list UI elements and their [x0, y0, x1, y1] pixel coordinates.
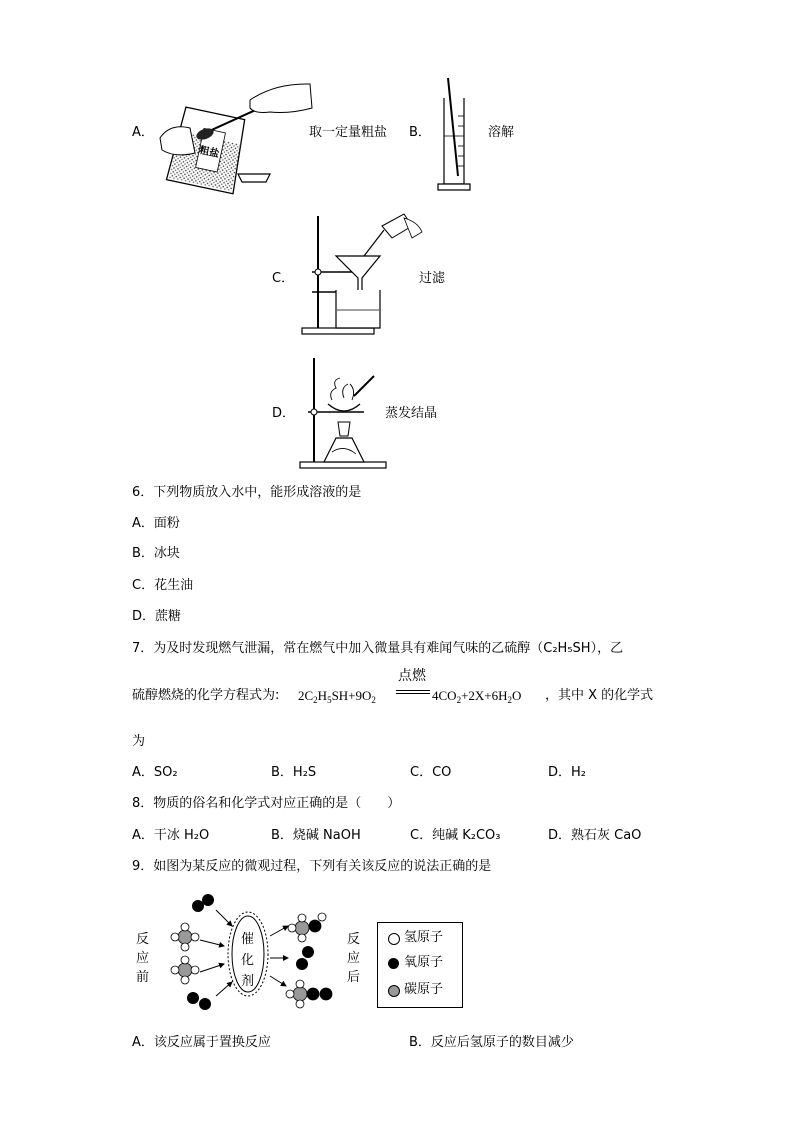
option-b-caption: 溶解	[488, 125, 515, 140]
q7-equation-left: $2C_2H_5SH+9O_2$	[298, 688, 376, 705]
atom-legend	[377, 922, 463, 1008]
graduated-cylinder-dissolving	[436, 76, 476, 194]
before-label-1: 反	[136, 932, 150, 947]
q9-option-b: B．反应后氢原子的数目减少	[409, 1035, 574, 1050]
q6-option-a: A．面粉	[132, 516, 180, 531]
after-label-3: 后	[347, 970, 361, 985]
q7-stem-line2-pre: 硫醇燃烧的化学方程式为:	[132, 688, 280, 703]
catalyst-label-2: 化	[241, 953, 255, 968]
q9-option-a: A．该反应属于置换反应	[132, 1035, 271, 1050]
after-label-1: 反	[347, 932, 361, 947]
scooping-salt-illustration	[150, 78, 315, 190]
hydrogen-atom-icon	[388, 933, 400, 945]
bag-label: 粗盐	[198, 145, 221, 160]
q7-option-d: D．H₂	[548, 765, 586, 780]
q8-option-a: A．干冰 H₂O	[132, 828, 210, 843]
q7-option-c: C．CO	[410, 765, 452, 780]
catalyst-label-3: 剂	[241, 974, 255, 989]
before-label-3: 前	[136, 970, 150, 985]
q8-stem: 8．物质的俗名和化学式对应正确的是（ ）	[132, 796, 401, 811]
q7-reaction-condition: 点燃	[398, 668, 426, 684]
q8-option-d: D．熟石灰 CaO	[548, 828, 642, 843]
q7-option-b: B．H₂S	[271, 765, 317, 780]
q6-option-b: B．冰块	[132, 546, 180, 561]
q7-option-a: A．SO₂	[132, 765, 178, 780]
option-d-letter: D．	[272, 406, 296, 421]
q6-option-d: D．蔗糖	[132, 609, 182, 624]
q7-equation-right: $4CO_2+2X+6H_2O$	[432, 688, 522, 705]
option-a-letter: A．	[132, 125, 154, 140]
q7-stem-line1: 7．为及时发现燃气泄漏，常在燃气中加入微量具有难闻气味的乙硫醇（C₂H₅SH），乙	[132, 641, 624, 656]
q7-equals-sign	[396, 690, 430, 694]
q8-option-b: B．烧碱 NaOH	[271, 828, 361, 843]
option-a-caption: 取一定量粗盐	[309, 125, 388, 140]
q7-stem-line3: 为	[132, 734, 146, 749]
option-c-caption: 过滤	[419, 271, 446, 286]
before-label-2: 应	[136, 951, 150, 966]
option-c-letter: C．	[272, 271, 295, 286]
option-b-letter: B．	[409, 125, 431, 140]
legend-carbon: 碳原子	[404, 982, 444, 997]
q6-option-c: C．花生油	[132, 578, 194, 593]
legend-hydrogen: 氢原子	[404, 930, 444, 945]
evaporation-apparatus	[298, 356, 390, 472]
oxygen-atom-icon	[388, 958, 399, 969]
catalyst-label-1: 催	[241, 932, 255, 947]
after-label-2: 应	[347, 951, 361, 966]
q8-option-c: C．纯碱 K₂CO₃	[410, 828, 501, 843]
q9-stem: 9．如图为某反应的微观过程，下列有关该反应的说法正确的是	[132, 859, 492, 874]
option-d-caption: 蒸发结晶	[385, 406, 438, 421]
filtration-apparatus	[300, 212, 425, 336]
q7-stem-line2-post: ，其中 X 的化学式	[545, 688, 654, 703]
legend-oxygen: 氧原子	[404, 955, 444, 970]
reaction-micro-diagram	[160, 890, 360, 1014]
carbon-atom-icon	[388, 985, 400, 997]
q6-stem: 6．下列物质放入水中，能形成溶液的是	[132, 485, 362, 500]
